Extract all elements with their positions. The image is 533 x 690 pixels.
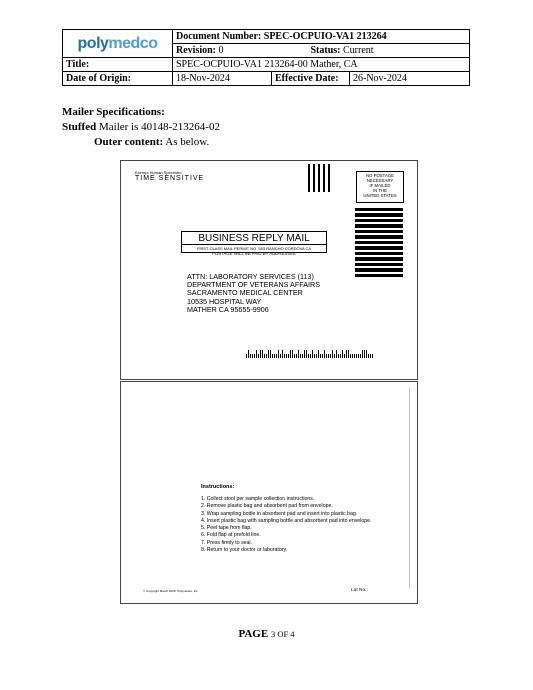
postal-barcode (246, 350, 374, 358)
lot-number-label: Lot No.: (351, 588, 368, 593)
title-label: Title: (63, 58, 173, 72)
mailer-specifications-heading: Mailer Specifications: (62, 106, 165, 118)
instruction-item: 4. Insert plastic bag with sampling bottle and absorbent pad into envelope. (201, 517, 372, 524)
polymedco-logo: polymedco (77, 34, 158, 52)
barcode-bar (360, 354, 361, 358)
instruction-item: 1. Collect stool per sample collection instructions. (201, 496, 315, 502)
document-header-table (62, 29, 470, 86)
barcode-bar (340, 354, 341, 358)
barcode-bar (324, 350, 325, 358)
barcode-bar (368, 354, 369, 358)
barcode-bar (284, 354, 285, 358)
barcode-bar (366, 350, 367, 358)
barcode-bar (274, 354, 275, 358)
barcode-bar (246, 354, 247, 358)
barcode-bar (326, 354, 327, 358)
status-value: Current (343, 45, 374, 56)
barcode-bar (312, 350, 313, 358)
barcode-bar (256, 350, 257, 358)
barcode-bar (330, 354, 331, 358)
title-value: SPEC-OCPUIO-VA1 213264-00 Mather, CA (173, 58, 470, 72)
mailing-address: ATTN: LABORATORY SERVICES (113) DEPARTMENT OF VETERANS AFFAIRS SACRAMENTO MEDICAL CENTER 10535 HOSPITAL WAY MATHER CA 95655-9906 (187, 272, 320, 314)
barcode-bar (294, 354, 295, 358)
instructions-list (201, 496, 371, 554)
no-postage-box: NO POSTAGE NECESSARY IF MAILED IN THE UNITED STATES (356, 171, 404, 203)
barcode-bar (342, 350, 343, 358)
barcode-bar (248, 350, 249, 358)
postage-paid-line: POSTAGE WILL BE PAID BY ADDRESSEE (212, 251, 296, 256)
barcode-bar (298, 350, 299, 358)
instruction-item: 6. Fold flap at prefold line. (201, 532, 261, 539)
barcode-bar (372, 354, 373, 358)
instruction-item: 2. Remove plastic bag and absorbent pad from envelope. (201, 503, 333, 510)
instruction-item: 5. Peel tape from flap. (201, 525, 252, 532)
effective-label: Effective Date: (272, 72, 350, 86)
doc-number-cell: Document Number: SPEC-OCPUIO-VA1 213264 (173, 30, 470, 44)
barcode-bar (328, 354, 329, 358)
outer-content-line: Outer content: As below. (94, 136, 210, 148)
barcode-bar (282, 350, 283, 358)
fold-line (409, 388, 410, 588)
barcode-bar (306, 350, 307, 358)
barcode-bar (292, 350, 293, 358)
barcode-bar (358, 354, 359, 358)
barcode-bar (272, 354, 273, 358)
page-number: PAGE 3 OF 4 (238, 628, 295, 640)
barcode-bar (364, 350, 365, 358)
barcode-bar (264, 354, 265, 358)
barcode-bar (278, 350, 279, 358)
barcode-bar (346, 350, 347, 358)
barcode-bar (334, 354, 335, 358)
barcode-bar (318, 350, 319, 358)
barcode-bar (344, 354, 345, 358)
facing-identification-marks (308, 164, 330, 192)
barcode-bar (260, 350, 261, 358)
barcode-bar (270, 350, 271, 358)
barcode-bar (320, 354, 321, 358)
exempt-label: Exempt Human Specimen (135, 170, 182, 175)
logo-cell (63, 30, 173, 58)
barcode-bar (322, 354, 323, 358)
doc-number: SPEC-OCPUIO-VA1 213264 (263, 31, 387, 42)
barcode-bar (262, 350, 263, 358)
barcode-bar (316, 354, 317, 358)
barcode-bar (350, 354, 351, 358)
copyright-notice: © Copyright March 2005, Polymedco, Inc. (143, 589, 199, 593)
barcode-bar (300, 354, 301, 358)
barcode-bar (280, 354, 281, 358)
barcode-bar (286, 354, 287, 358)
revision-status-cell: Revision: 0 Status: Current (173, 44, 470, 58)
instructions-title: Instructions: (201, 484, 235, 490)
business-reply-mail-box: BUSINESS REPLY MAIL FIRST-CLASS MAIL PERMIT NO. 553 RANCHO CORDOVA CA (181, 231, 327, 253)
barcode-bar (310, 354, 311, 358)
barcode-bar (352, 354, 353, 358)
revision-value: 0 (218, 45, 224, 56)
business-reply-bars (355, 208, 403, 279)
barcode-bar (356, 354, 357, 358)
barcode-bar (296, 354, 297, 358)
barcode-bar (252, 354, 253, 358)
barcode-bar (254, 354, 255, 358)
barcode-bar (314, 354, 315, 358)
barcode-bar (332, 350, 333, 358)
instruction-item: 7. Press firmly to seal. (201, 539, 253, 546)
barcode-bar (336, 350, 337, 358)
instruction-item: 8. Return to your doctor or laboratory. (201, 547, 288, 554)
barcode-bar (250, 354, 251, 358)
barcode-bar (290, 350, 291, 358)
barcode-bar (338, 354, 339, 358)
barcode-bar (354, 354, 355, 358)
envelope-front (120, 160, 418, 380)
barcode-bar (348, 350, 349, 358)
barcode-bar (266, 354, 267, 358)
envelope-back (120, 381, 418, 604)
instruction-item: 3. Wrap sampling bottle in absorbent pad and insert into plastic bag. (201, 510, 358, 517)
barcode-bar (288, 354, 289, 358)
barcode-bar (362, 350, 363, 358)
stuffed-line: Stuffed Mailer is 40148-213264-02 (62, 121, 220, 133)
effective-value: 26-Nov-2024 (350, 72, 470, 86)
barcode-bar (308, 354, 309, 358)
barcode-bar (370, 354, 371, 358)
origin-value: 18-Nov-2024 (173, 72, 272, 86)
time-sensitive-label: TIME SENSITIVE (135, 175, 205, 182)
barcode-bar (276, 354, 277, 358)
origin-label: Date of Origin: (63, 72, 173, 86)
barcode-bar (302, 354, 303, 358)
barcode-bar (268, 350, 269, 358)
barcode-bar (304, 350, 305, 358)
barcode-bar (258, 354, 259, 358)
